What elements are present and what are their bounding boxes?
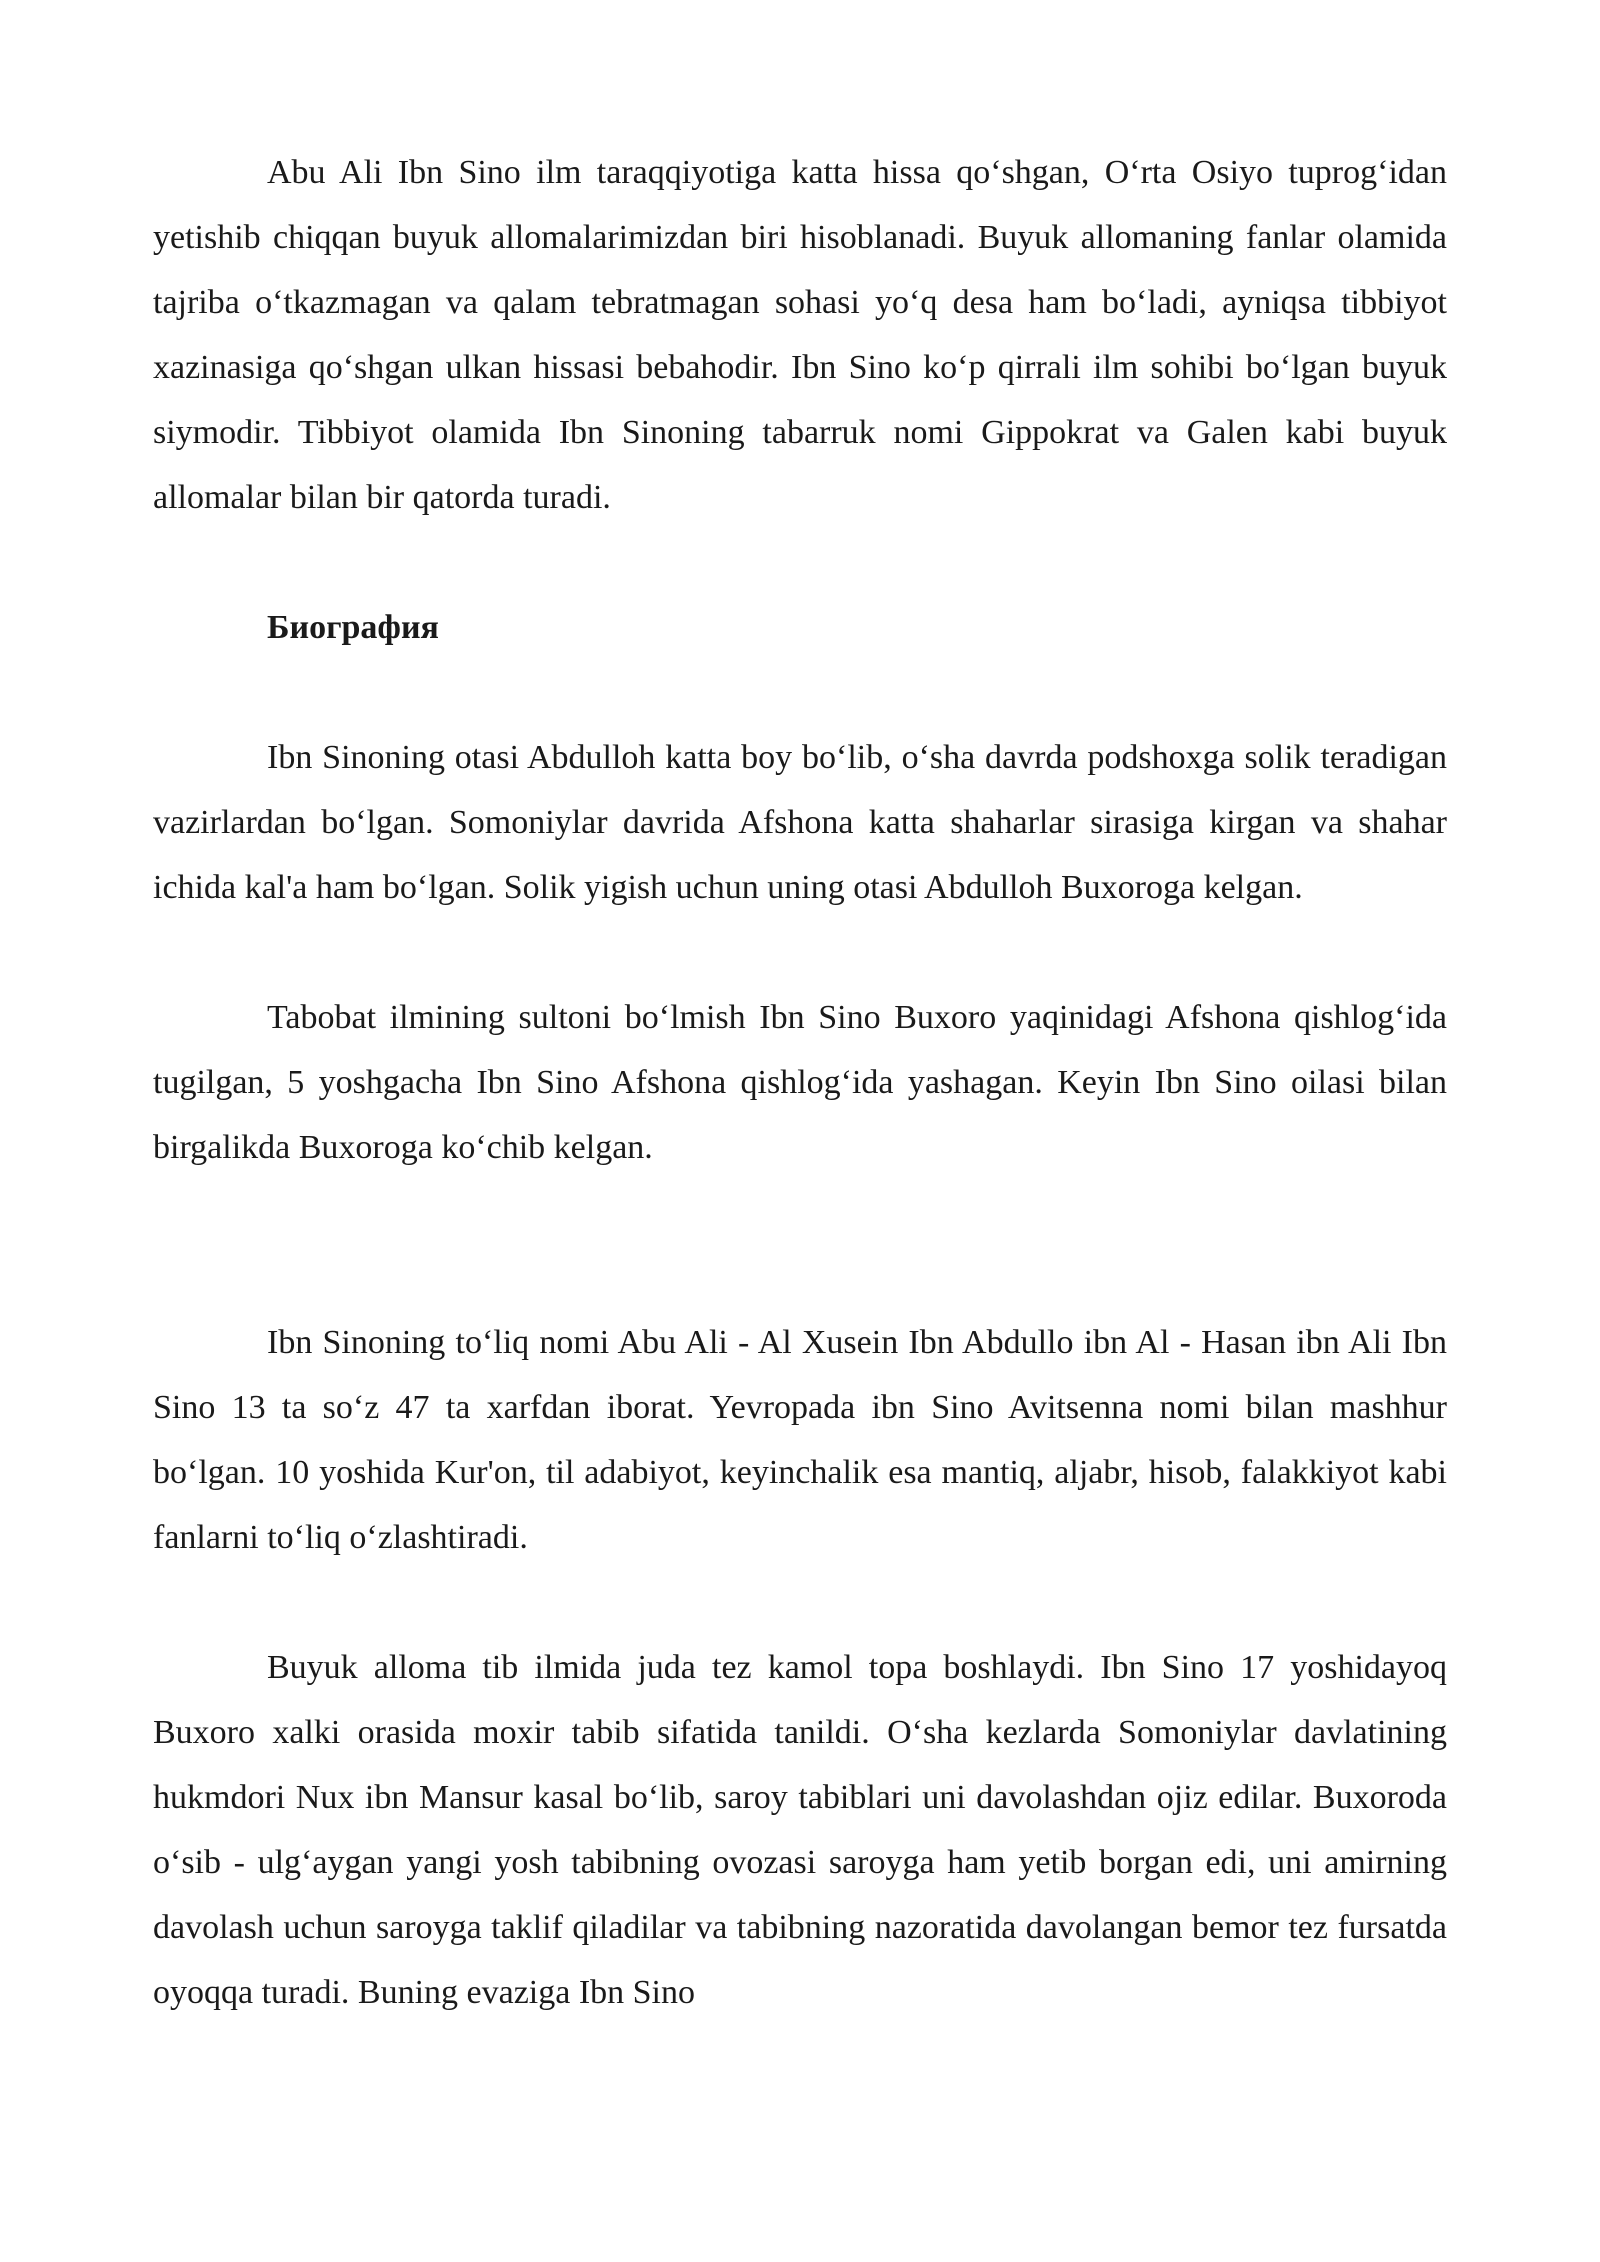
paragraph-spacer	[153, 1570, 1447, 1635]
intro-paragraph: Abu Ali Ibn Sino ilm taraqqiyotiga katta hissa qo‘shgan, O‘rta Osiyo tuprog‘idan yetishib chiqqan buyuk allomalarimizdan biri hisoblanadi. Buyuk allomaning fanlar olamida tajriba o‘tkazmagan va qalam tebratmagan sohasi yo‘q desa ham bo‘ladi, ayniqsa tibbiyot xazinasiga qo‘shgan ulkan hissasi bebahodir. Ibn Sino ko‘p qirrali ilm sohibi bo‘lgan buyuk siymodir. Tibbiyot olamida Ibn Sinoning tabarruk nomi Gippokrat va Galen kabi buyuk allomalar bilan bir qatorda turadi.	[153, 154, 1447, 516]
paragraph-father: Ibn Sinoning otasi Abdulloh katta boy bo‘lib, o‘sha davrda podshoxga solik teradigan vazirlardan bo‘lgan. Somoniylar davrida Afshona katta shaharlar sirasiga kirgan va shahar ichida kal'a ham bo‘lgan. Solik yigish uchun uning otasi Abdulloh Buxoroga kelgan.	[153, 739, 1447, 906]
paragraph-full-name: Ibn Sinoning to‘liq nomi Abu Ali - Al Xusein Ibn Abdullo ibn Al - Hasan ibn Ali Ibn Sino 13 ta so‘z 47 ta xarfdan iborat. Yevropada ibn Sino Avitsenna nomi bilan mashhur bo‘lgan. 10 yoshida Kur'on, til adabiyot, keyinchalik esa mantiq, aljabr, hisob, falakkiyot kabi fanlarni to‘liq o‘zlashtiradi.	[153, 1324, 1447, 1556]
document-body	[153, 140, 1447, 2025]
paragraph-spacer	[153, 660, 1447, 725]
paragraph-spacer	[153, 1180, 1447, 1310]
paragraph-birthplace: Tabobat ilmining sultoni bo‘lmish Ibn Sino Buxoro yaqinidagi Afshona qishlog‘ida tugilgan, 5 yoshgacha Ibn Sino Afshona qishlog‘ida yashagan. Keyin Ibn Sino oilasi bilan birgalikda Buxoroga ko‘chib kelgan.	[153, 999, 1447, 1166]
paragraph-spacer	[153, 530, 1447, 595]
section-heading: Биография	[267, 609, 439, 646]
paragraph-spacer	[153, 920, 1447, 985]
paragraph-medicine: Buyuk alloma tib ilmida juda tez kamol topa boshlaydi. Ibn Sino 17 yoshidayoq Buxoro xalki orasida moxir tabib sifatida tanildi. O‘sha kezlarda Somoniylar davlatining hukmdori Nux ibn Mansur kasal bo‘lib, saroy tabiblari uni davolashdan ojiz edilar. Buxoroda o‘sib - ulg‘aygan yangi yosh tabibning ovozasi saroyga ham yetib borgan edi, uni amirning davolash uchun saroyga taklif qiladilar va tabibning nazoratida davolangan bemor tez fursatda oyoqqa turadi. Buning evaziga Ibn Sino	[153, 1649, 1447, 2011]
